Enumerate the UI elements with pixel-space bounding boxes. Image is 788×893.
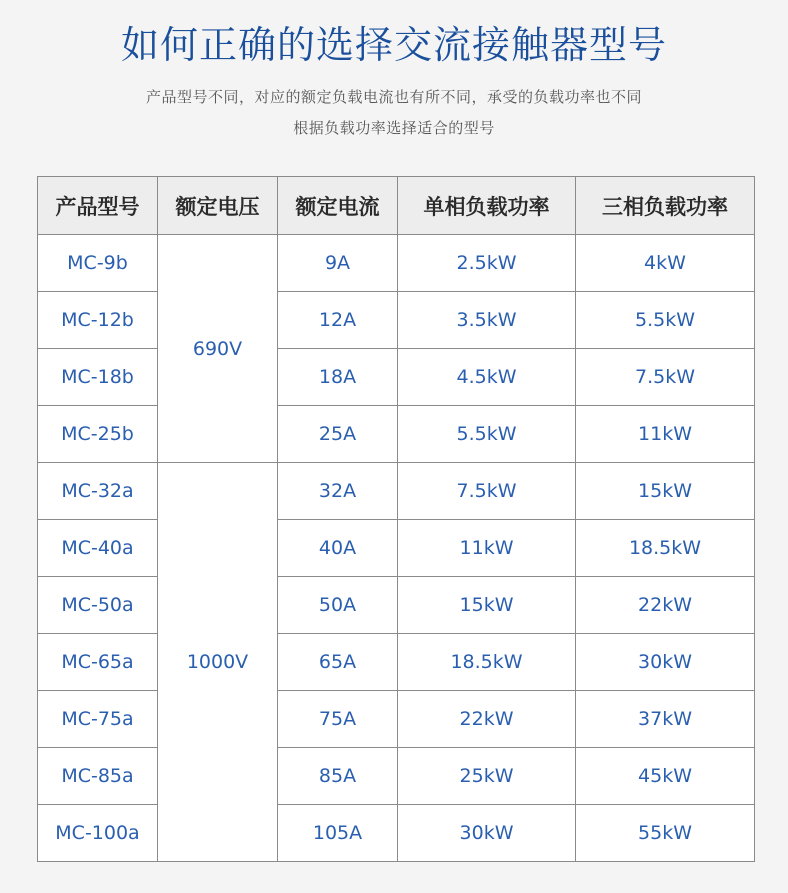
page-title: 如何正确的选择交流接触器型号 bbox=[120, 23, 667, 67]
single-phase-cell: 3.5kW bbox=[398, 292, 576, 349]
model-cell: MC-25b bbox=[38, 406, 158, 463]
current-cell: 32A bbox=[278, 463, 398, 520]
subtitle-line-2: 根据负载功率选择适合的型号 bbox=[293, 119, 495, 137]
single-phase-cell: 11kW bbox=[398, 520, 576, 577]
three-phase-cell: 11kW bbox=[576, 406, 755, 463]
three-phase-cell: 15kW bbox=[576, 463, 755, 520]
three-phase-cell: 30kW bbox=[576, 634, 755, 691]
model-cell: MC-65a bbox=[38, 634, 158, 691]
table-row bbox=[38, 349, 755, 406]
voltage-cell: 690V bbox=[158, 235, 278, 463]
header-rated-voltage: 额定电压 bbox=[158, 177, 278, 235]
three-phase-cell: 45kW bbox=[576, 748, 755, 805]
model-cell: MC-40a bbox=[38, 520, 158, 577]
single-phase-cell: 25kW bbox=[398, 748, 576, 805]
model-cell: MC-85a bbox=[38, 748, 158, 805]
current-cell: 9A bbox=[278, 235, 398, 292]
current-cell: 65A bbox=[278, 634, 398, 691]
current-cell: 85A bbox=[278, 748, 398, 805]
single-phase-cell: 2.5kW bbox=[398, 235, 576, 292]
three-phase-cell: 55kW bbox=[576, 805, 755, 862]
three-phase-cell: 7.5kW bbox=[576, 349, 755, 406]
table-row bbox=[38, 463, 755, 520]
header-model: 产品型号 bbox=[38, 177, 158, 235]
model-cell: MC-100a bbox=[38, 805, 158, 862]
table-row bbox=[38, 577, 755, 634]
three-phase-cell: 22kW bbox=[576, 577, 755, 634]
single-phase-cell: 4.5kW bbox=[398, 349, 576, 406]
voltage-cell: 1000V bbox=[158, 463, 278, 862]
table-row bbox=[38, 805, 755, 862]
single-phase-cell: 7.5kW bbox=[398, 463, 576, 520]
table-row bbox=[38, 235, 755, 292]
single-phase-cell: 5.5kW bbox=[398, 406, 576, 463]
header-rated-current: 额定电流 bbox=[278, 177, 398, 235]
single-phase-cell: 18.5kW bbox=[398, 634, 576, 691]
header-single-phase-power: 单相负载功率 bbox=[398, 177, 576, 235]
current-cell: 18A bbox=[278, 349, 398, 406]
table-row bbox=[38, 520, 755, 577]
three-phase-cell: 4kW bbox=[576, 235, 755, 292]
current-cell: 50A bbox=[278, 577, 398, 634]
model-cell: MC-75a bbox=[38, 691, 158, 748]
single-phase-cell: 22kW bbox=[398, 691, 576, 748]
model-cell: MC-50a bbox=[38, 577, 158, 634]
model-cell: MC-9b bbox=[38, 235, 158, 292]
table-row bbox=[38, 406, 755, 463]
header-three-phase-power: 三相负载功率 bbox=[576, 177, 755, 235]
model-cell: MC-32a bbox=[38, 463, 158, 520]
model-cell: MC-18b bbox=[38, 349, 158, 406]
current-cell: 75A bbox=[278, 691, 398, 748]
table-row bbox=[38, 634, 755, 691]
current-cell: 40A bbox=[278, 520, 398, 577]
table-row bbox=[38, 691, 755, 748]
table-row bbox=[38, 292, 755, 349]
contactor-spec-table bbox=[37, 176, 755, 862]
single-phase-cell: 15kW bbox=[398, 577, 576, 634]
single-phase-cell: 30kW bbox=[398, 805, 576, 862]
three-phase-cell: 37kW bbox=[576, 691, 755, 748]
model-cell: MC-12b bbox=[38, 292, 158, 349]
current-cell: 12A bbox=[278, 292, 398, 349]
current-cell: 105A bbox=[278, 805, 398, 862]
current-cell: 25A bbox=[278, 406, 398, 463]
table-body bbox=[38, 235, 755, 862]
three-phase-cell: 5.5kW bbox=[576, 292, 755, 349]
three-phase-cell: 18.5kW bbox=[576, 520, 755, 577]
table-row bbox=[38, 748, 755, 805]
subtitle-line-1: 产品型号不同，对应的额定负载电流也有所不同，承受的负载功率也不同 bbox=[145, 88, 642, 106]
table-header-row bbox=[38, 177, 755, 235]
